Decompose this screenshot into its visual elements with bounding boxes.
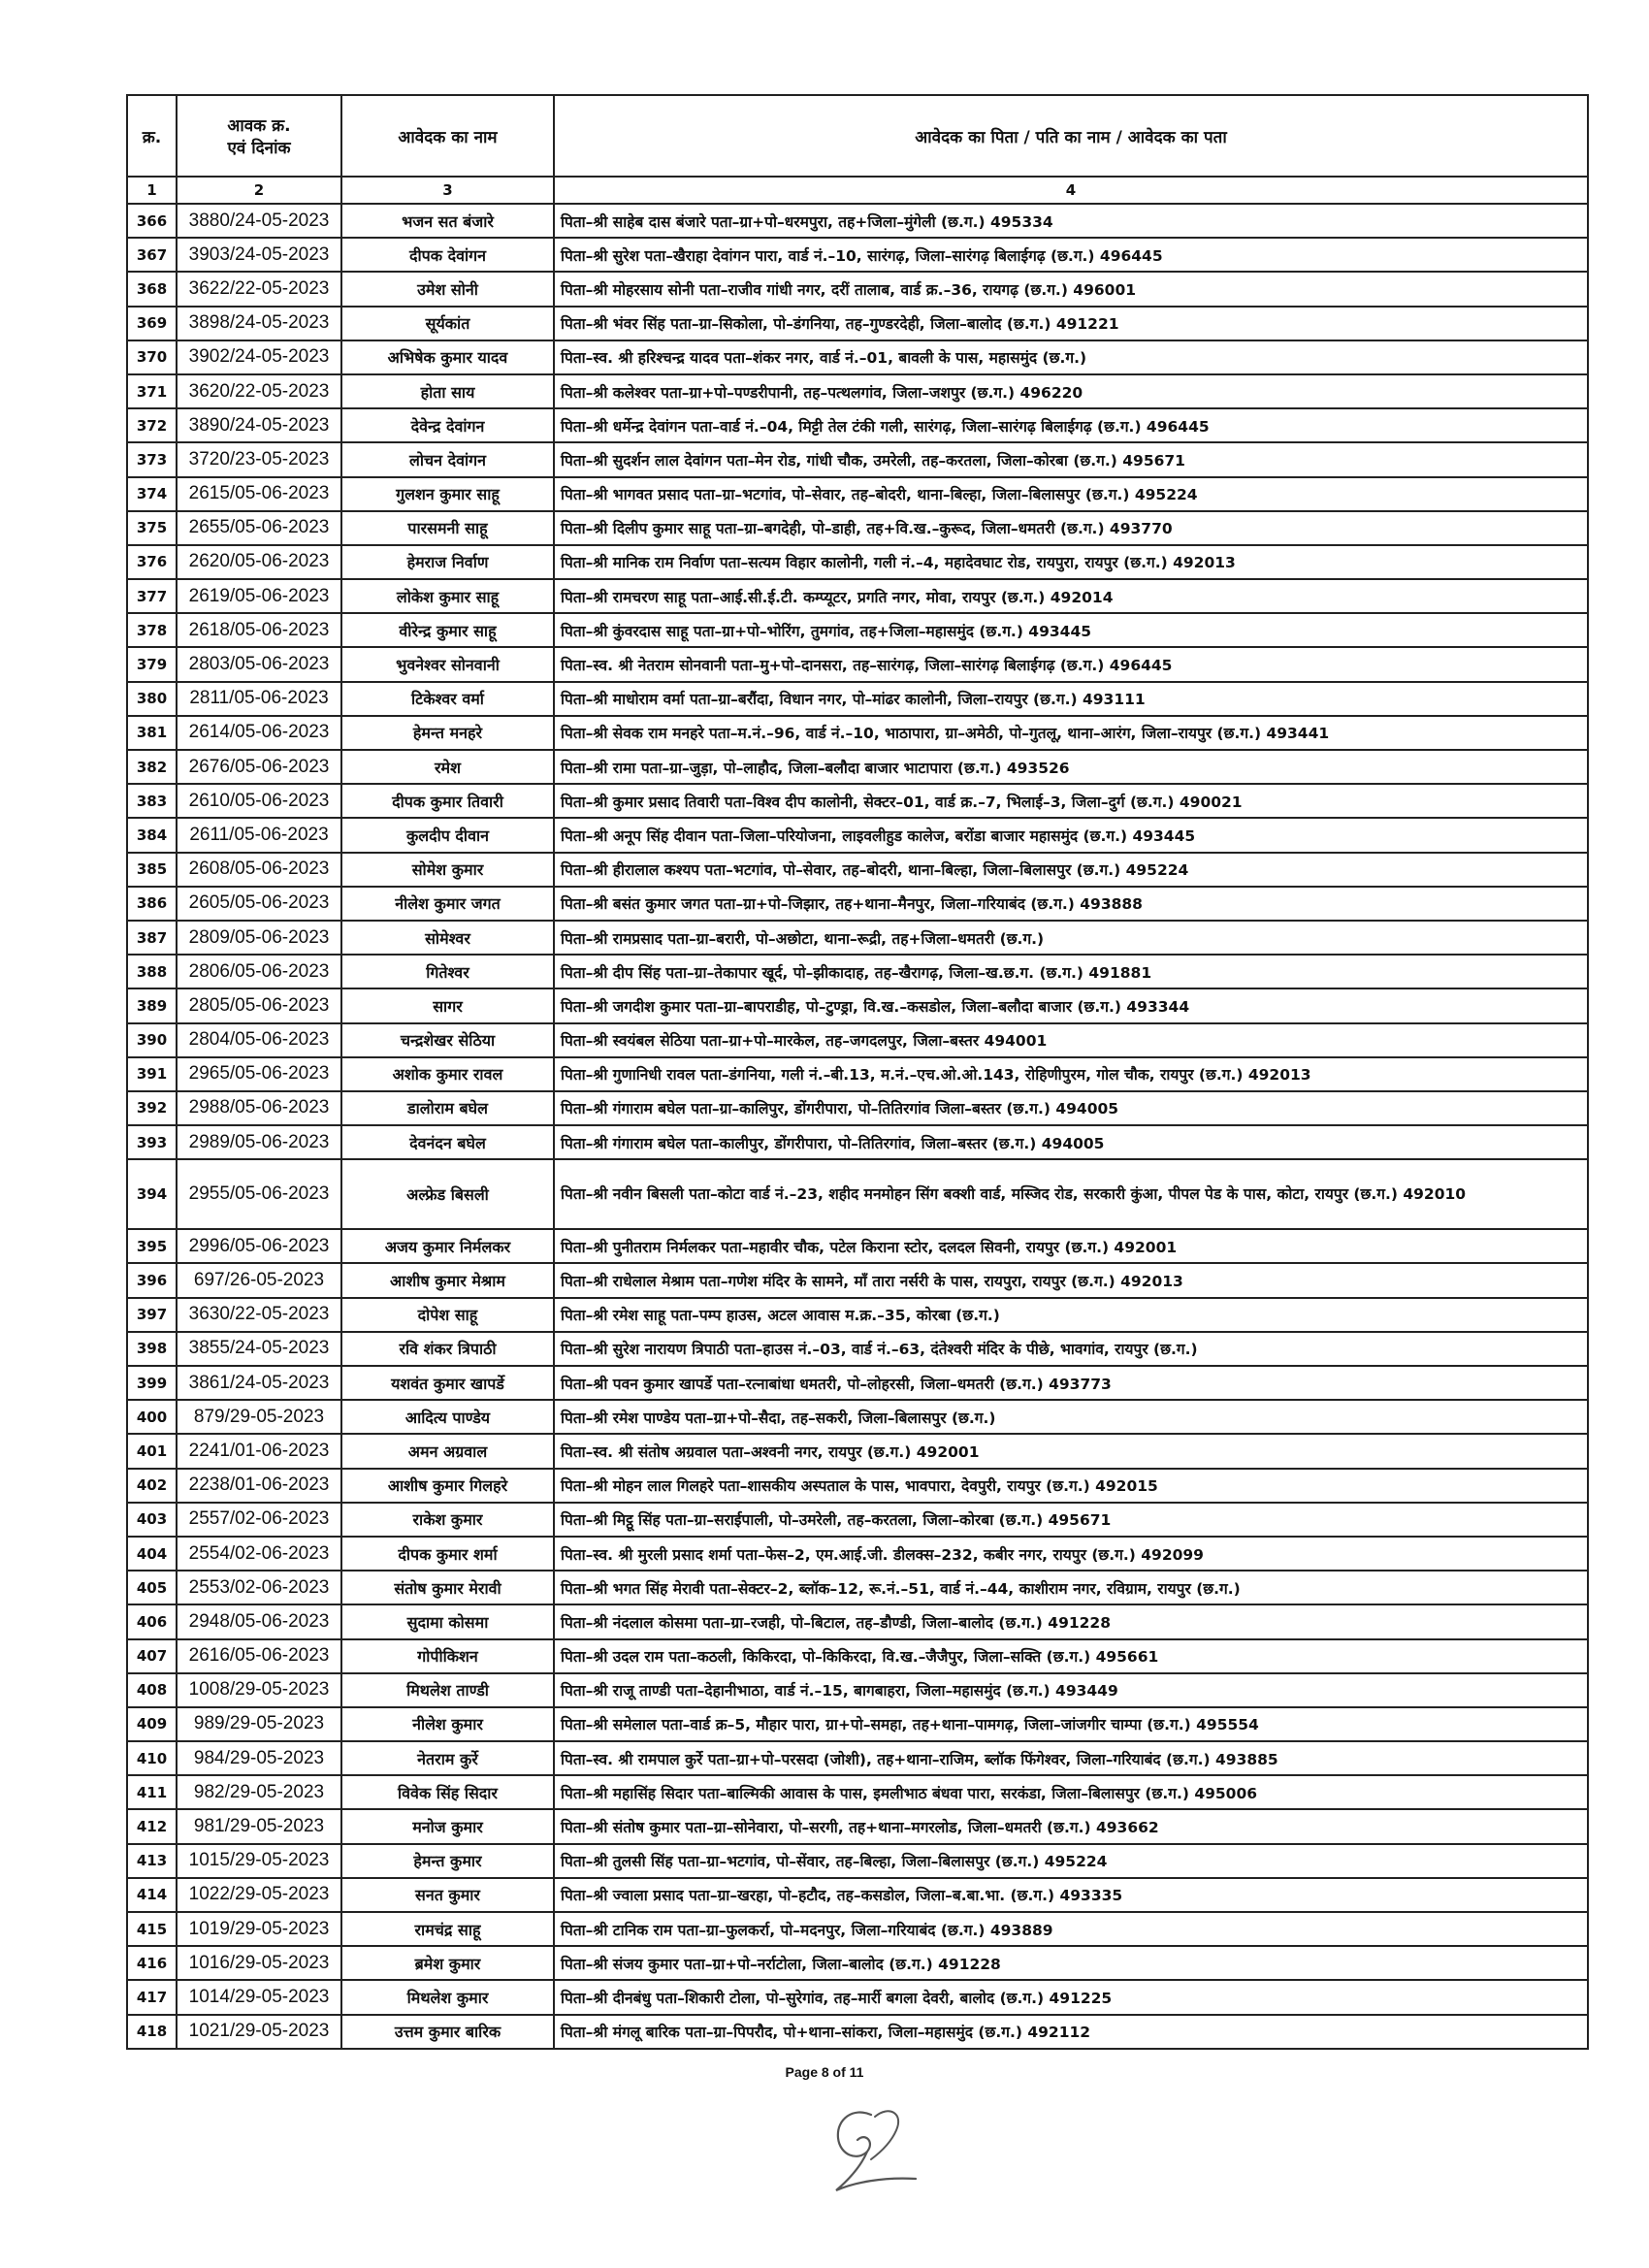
applicant-name-cell: आशीष कुमार गिलहरे <box>341 1469 554 1503</box>
table-row <box>127 1229 1588 1263</box>
address-cell: पिता–श्री अनूप सिंह दीवान पता–जिला–परियोजना, लाइवलीहुड कालेज, बरोंडा बाजार महासमुंद (छ.ग.) 493445 <box>554 818 1588 852</box>
serial-cell: 383 <box>127 784 177 818</box>
table-row <box>127 750 1588 784</box>
applicant-name-cell: नेतराम कुर्रे <box>341 1741 554 1775</box>
serial-cell: 404 <box>127 1537 177 1571</box>
serial-cell: 388 <box>127 955 177 988</box>
application-number-cell: 2965/05-06-2023 <box>177 1057 341 1091</box>
application-number-cell: 1015/29-05-2023 <box>177 1844 341 1878</box>
address-cell: पिता–श्री समेलाल पता–वार्ड क्र–5, मौहार पारा, ग्रा+पो–समहा, तह+थाना–पामगढ़, जिला–जांजगीर चाम्पा (छ.ग.) 495554 <box>554 1707 1588 1741</box>
application-number-cell: 982/29-05-2023 <box>177 1775 341 1809</box>
application-number-cell: 697/26-05-2023 <box>177 1263 341 1297</box>
table-row <box>127 1946 1588 1980</box>
applicant-name-cell: मिथलेश कुमार <box>341 1980 554 2014</box>
application-number-cell: 2554/02-06-2023 <box>177 1537 341 1571</box>
serial-cell: 400 <box>127 1400 177 1434</box>
application-number-cell: 2616/05-06-2023 <box>177 1639 341 1673</box>
address-cell: पिता–श्री उदल राम पता–कठली, किकिरदा, पो–किकिरदा, वि.ख.–जैजैपुर, जिला–सक्ति (छ.ग.) 495661 <box>554 1639 1588 1673</box>
application-number-cell: 2955/05-06-2023 <box>177 1159 341 1229</box>
address-cell: पिता–श्री सेवक राम मनहरे पता–म.नं.–96, वार्ड नं.–10, भाठापारा, ग्रा–अमेठी, पो–गुतलू, थाना–आरंग, जिला–रायपुर (छ.ग.) 493441 <box>554 716 1588 750</box>
applicant-name-cell: नीलेश कुमार <box>341 1707 554 1741</box>
applicant-name-cell: सनत कुमार <box>341 1878 554 1912</box>
table-row <box>127 682 1588 716</box>
table-row <box>127 1332 1588 1366</box>
address-cell: पिता–श्री माधोराम वर्मा पता–ग्रा–बरौंदा, विधान नगर, पो–मांढर कालोनी, जिला–रायपुर (छ.ग.) 493111 <box>554 682 1588 716</box>
serial-cell: 399 <box>127 1366 177 1400</box>
address-cell: पिता–श्री हीरालाल कश्यप पता–भटगांव, पो–सेवार, तह–बोदरी, थाना–बिल्हा, जिला–बिलासपुर (छ.ग.) 495224 <box>554 853 1588 887</box>
application-number-cell: 2238/01-06-2023 <box>177 1469 341 1503</box>
address-cell: पिता–श्री गंगाराम बघेल पता–ग्रा–कालिपुर, डोंगरीपारा, पो–तितिरगांव जिला–बस्तर (छ.ग.) 494005 <box>554 1091 1588 1125</box>
address-cell: पिता–श्री मंगलू बारिक पता–ग्रा–पिपरौद, पो+थाना–सांकरा, जिला–महासमुंद (छ.ग.) 492112 <box>554 2015 1588 2049</box>
applicant-name-cell: चन्द्रशेखर सेठिया <box>341 1023 554 1057</box>
address-cell: पिता–श्री रामा पता–ग्रा–जुड़ा, पो–लाहौद, जिला–बलौदा बाजार भाटापारा (छ.ग.) 493526 <box>554 750 1588 784</box>
address-cell: पिता–स्व. श्री नेतराम सोनवानी पता–मु+पो–दानसरा, तह–सारंगढ़, जिला–सारंगढ़ बिलाईगढ़ (छ.ग.) 496445 <box>554 647 1588 681</box>
applicant-name-cell: रामचंद्र साहू <box>341 1912 554 1946</box>
address-cell: पिता–श्री सुदर्शन लाल देवांगन पता–मेन रोड, गांधी चौक, उमरेली, तह–करतला, जिला–कोरबा (छ.ग.) 495671 <box>554 442 1588 476</box>
serial-cell: 368 <box>127 272 177 306</box>
table-row <box>127 2015 1588 2049</box>
serial-cell: 384 <box>127 818 177 852</box>
application-number-cell: 3630/22-05-2023 <box>177 1298 341 1332</box>
applicant-name-cell: दीपक देवांगन <box>341 238 554 272</box>
application-number-cell: 3622/22-05-2023 <box>177 272 341 306</box>
application-number-cell: 2611/05-06-2023 <box>177 818 341 852</box>
table-row <box>127 1673 1588 1707</box>
table-row <box>127 1057 1588 1091</box>
serial-cell: 372 <box>127 408 177 442</box>
address-cell: पिता–श्री बसंत कुमार जगत पता–ग्रा+पो–जिझार, तह+थाना–मैनपुर, जिला–गरियाबंद (छ.ग.) 493888 <box>554 887 1588 921</box>
address-cell: पिता–श्री कुमार प्रसाद तिवारी पता–विश्व दीप कालोनी, सेक्टर–01, वार्ड क्र.–7, भिलाई–3, जिला–दुर्ग (छ.ग.) 490021 <box>554 784 1588 818</box>
address-cell: पिता–स्व. श्री संतोष अग्रवाल पता–अश्वनी नगर, रायपुर (छ.ग.) 492001 <box>554 1434 1588 1468</box>
table-row <box>127 1775 1588 1809</box>
applicant-name-cell: अशोक कुमार रावल <box>341 1057 554 1091</box>
application-number-cell: 981/29-05-2023 <box>177 1809 341 1843</box>
serial-cell: 401 <box>127 1434 177 1468</box>
serial-cell: 390 <box>127 1023 177 1057</box>
table-row <box>127 545 1588 579</box>
serial-cell: 396 <box>127 1263 177 1297</box>
table-row <box>127 1639 1588 1673</box>
applicant-name-cell: उमेश सोनी <box>341 272 554 306</box>
address-cell: पिता–श्री मोहरसाय सोनी पता–राजीव गांधी नगर, दरीं तालाब, वार्ड क्र.–36, रायगढ़ (छ.ग.) 496001 <box>554 272 1588 306</box>
application-number-cell: 3903/24-05-2023 <box>177 238 341 272</box>
applicant-name-cell: दीपक कुमार तिवारी <box>341 784 554 818</box>
table-row <box>127 647 1588 681</box>
address-cell: पिता–श्री पुनीतराम निर्मलकर पता–महावीर चौक, पटेल किराना स्टोर, दलदल सिवनी, रायपुर (छ.ग.) 492001 <box>554 1229 1588 1263</box>
applicant-name-cell: यशवंत कुमार खापर्डे <box>341 1366 554 1400</box>
applicant-name-cell: गोपीकिशन <box>341 1639 554 1673</box>
application-number-cell: 3720/23-05-2023 <box>177 442 341 476</box>
table-row <box>127 853 1588 887</box>
table-row <box>127 1469 1588 1503</box>
serial-cell: 408 <box>127 1673 177 1707</box>
applicant-name-cell: रवि शंकर त्रिपाठी <box>341 1332 554 1366</box>
applicant-name-cell: नीलेश कुमार जगत <box>341 887 554 921</box>
address-cell: पिता–श्री रामप्रसाद पता–ग्रा–बरारी, पो–अछोटा, थाना–रूद्री, तह+जिला–धमतरी (छ.ग.) <box>554 921 1588 955</box>
serial-cell: 410 <box>127 1741 177 1775</box>
table-row <box>127 818 1588 852</box>
serial-cell: 366 <box>127 204 177 238</box>
address-cell: पिता–श्री सुरेश नारायण त्रिपाठी पता–हाउस नं.–03, वार्ड नं.–63, दंतेश्वरी मंदिर के पीछे, भावगांव, रायपुर (छ.ग.) <box>554 1332 1588 1366</box>
applicant-name-cell: डालोराम बघेल <box>341 1091 554 1125</box>
table-row <box>127 408 1588 442</box>
address-cell: पिता–श्री राधेलाल मेश्राम पता–गणेश मंदिर के सामने, माँ तारा नर्सरी के पास, रायपुरा, रायपुर (छ.ग.) 492013 <box>554 1263 1588 1297</box>
application-number-cell: 2989/05-06-2023 <box>177 1125 341 1159</box>
application-number-cell: 2615/05-06-2023 <box>177 477 341 511</box>
table-row <box>127 1571 1588 1604</box>
address-cell: पिता–श्री गंगाराम बघेल पता–कालीपुर, डोंगरीपारा, पो–तितिरगांव, जिला–बस्तर (छ.ग.) 494005 <box>554 1125 1588 1159</box>
address-cell: पिता–श्री संतोष कुमार पता–ग्रा–सोनेवारा, पो–सरगी, तह+थाना–मगरलोड, जिला–धमतरी (छ.ग.) 493662 <box>554 1809 1588 1843</box>
address-cell: पिता–श्री पवन कुमार खापर्डे पता–रत्नाबांधा धमतरी, पो–लोहरसी, जिला–धमतरी (छ.ग.) 493773 <box>554 1366 1588 1400</box>
serial-cell: 381 <box>127 716 177 750</box>
applicant-name-cell: लोचन देवांगन <box>341 442 554 476</box>
applicant-table <box>126 94 1589 2050</box>
application-number-cell: 984/29-05-2023 <box>177 1741 341 1775</box>
table-row <box>127 1366 1588 1400</box>
application-number-cell: 3902/24-05-2023 <box>177 340 341 374</box>
serial-cell: 387 <box>127 921 177 955</box>
application-number-cell: 2988/05-06-2023 <box>177 1091 341 1125</box>
applicant-name-cell: विवेक सिंह सिदार <box>341 1775 554 1809</box>
application-number-cell: 2676/05-06-2023 <box>177 750 341 784</box>
applicant-name-cell: आशीष कुमार मेश्राम <box>341 1263 554 1297</box>
applicant-name-cell: अभिषेक कुमार यादव <box>341 340 554 374</box>
header-row <box>127 95 1588 177</box>
address-cell: पिता–श्री भगत सिंह मेरावी पता–सेक्टर–2, ब्लॉक–12, रू.नं.–51, वार्ड नं.–44, काशीराम नगर, रविग्राम, रायपुर (छ.ग.) <box>554 1571 1588 1604</box>
application-number-cell: 3861/24-05-2023 <box>177 1366 341 1400</box>
table-row <box>127 1980 1588 2014</box>
table-row <box>127 1844 1588 1878</box>
table-body <box>127 204 1588 2049</box>
applicant-name-cell: अल्फ्रेड बिसली <box>341 1159 554 1229</box>
applicant-name-cell: कुलदीप दीवान <box>341 818 554 852</box>
serial-cell: 402 <box>127 1469 177 1503</box>
serial-cell: 418 <box>127 2015 177 2049</box>
applicant-name-cell: पारसमनी साहू <box>341 511 554 545</box>
address-cell: पिता–श्री धर्मेन्द्र देवांगन पता–वार्ड नं.–04, मिट्टी तेल टंकी गली, सारंगढ़, जिला–सारंगढ़ बिलाईगढ़ (छ.ग.) 496445 <box>554 408 1588 442</box>
application-number-cell: 2614/05-06-2023 <box>177 716 341 750</box>
application-number-cell: 2619/05-06-2023 <box>177 579 341 613</box>
applicant-name-cell: संतोष कुमार मेरावी <box>341 1571 554 1604</box>
application-number-cell: 2996/05-06-2023 <box>177 1229 341 1263</box>
header-application-number-line2: एवं दिनांक <box>227 139 291 158</box>
address-cell: पिता–श्री तुलसी सिंह पता–ग्रा–भटगांव, पो–सेंवार, तह–बिल्हा, जिला–बिलासपुर (छ.ग.) 495224 <box>554 1844 1588 1878</box>
applicant-name-cell: राकेश कुमार <box>341 1503 554 1537</box>
table-row <box>127 1503 1588 1537</box>
address-cell: पिता–श्री भागवत प्रसाद पता–ग्रा–भटगांव, पो–सेवार, तह–बोदरी, थाना–बिल्हा, जिला–बिलासपुर (छ.ग.) 495224 <box>554 477 1588 511</box>
serial-cell: 391 <box>127 1057 177 1091</box>
table-row <box>127 1263 1588 1297</box>
applicant-name-cell: आदित्य पाण्डेय <box>341 1400 554 1434</box>
address-cell: पिता–श्री मानिक राम निर्वाण पता–सत्यम विहार कालोनी, गली नं.–4, महादेवघाट रोड, रायपुरा, रायपुर (छ.ग.) 492013 <box>554 545 1588 579</box>
table-row <box>127 511 1588 545</box>
applicant-name-cell: हेमराज निर्वाण <box>341 545 554 579</box>
address-cell: पिता–श्री संजय कुमार पता–ग्रा+पो–नर्राटोला, जिला–बालोद (छ.ग.) 491228 <box>554 1946 1588 1980</box>
application-number-cell: 2241/01-06-2023 <box>177 1434 341 1468</box>
address-cell: पिता–श्री कुंवरदास साहू पता–ग्रा+पो–भोरिंग, तुमगांव, तह+जिला–महासमुंद (छ.ग.) 493445 <box>554 613 1588 647</box>
application-number-cell: 2804/05-06-2023 <box>177 1023 341 1057</box>
address-cell: पिता–श्री रमेश साहू पता–पम्प हाउस, अटल आवास म.क्र.–35, कोरबा (छ.ग.) <box>554 1298 1588 1332</box>
serial-cell: 397 <box>127 1298 177 1332</box>
applicant-name-cell: टिकेश्वर वर्मा <box>341 682 554 716</box>
serial-cell: 414 <box>127 1878 177 1912</box>
address-cell: पिता–श्री टानिक राम पता–ग्रा–फुलकर्रा, पो–मदनपुर, जिला–गरियाबंद (छ.ग.) 493889 <box>554 1912 1588 1946</box>
address-cell: पिता–श्री राजू ताण्डी पता–देहानीभाठा, वार्ड नं.–15, बागबाहरा, जिला–महासमुंद (छ.ग.) 493449 <box>554 1673 1588 1707</box>
table-row <box>127 238 1588 272</box>
serial-cell: 393 <box>127 1125 177 1159</box>
serial-cell: 412 <box>127 1809 177 1843</box>
applicant-name-cell: अजय कुमार निर्मलकर <box>341 1229 554 1263</box>
application-number-cell: 3620/22-05-2023 <box>177 374 341 408</box>
address-cell: पिता–श्री मिट्ठू सिंह पता–ग्रा–सराईपाली, पो–उमरेली, तह–करतला, जिला–कोरबा (छ.ग.) 495671 <box>554 1503 1588 1537</box>
header-applicant-name: आवेदक का नाम <box>341 95 554 177</box>
address-cell: पिता–श्री गुणानिधी रावल पता–डंगनिया, गली नं.–बी.13, म.नं.–एच.ओ.ओ.143, रोहिणीपुरम, गोल चौक, रायपुर (छ.ग.) 492013 <box>554 1057 1588 1091</box>
serial-cell: 405 <box>127 1571 177 1604</box>
applicant-name-cell: सूर्यकांत <box>341 307 554 340</box>
application-number-cell: 1019/29-05-2023 <box>177 1912 341 1946</box>
applicant-name-cell: भजन सत बंजारे <box>341 204 554 238</box>
application-number-cell: 2948/05-06-2023 <box>177 1604 341 1638</box>
serial-cell: 376 <box>127 545 177 579</box>
serial-cell: 406 <box>127 1604 177 1638</box>
address-cell: पिता–श्री स्वयंबल सेठिया पता–ग्रा+पो–मारकेल, तह–जगदलपुर, जिला–बस्तर 494001 <box>554 1023 1588 1057</box>
applicant-name-cell: वीरेन्द्र कुमार साहू <box>341 613 554 647</box>
table-row <box>127 1878 1588 1912</box>
applicant-name-cell: सोमेश्वर <box>341 921 554 955</box>
serial-cell: 411 <box>127 1775 177 1809</box>
signature-mark <box>815 2097 931 2204</box>
serial-cell: 407 <box>127 1639 177 1673</box>
applicant-name-cell: उत्तम कुमार बारिक <box>341 2015 554 2049</box>
serial-cell: 403 <box>127 1503 177 1537</box>
table-row <box>127 307 1588 340</box>
applicant-name-cell: अमन अग्रवाल <box>341 1434 554 1468</box>
table-row <box>127 955 1588 988</box>
table-row <box>127 716 1588 750</box>
serial-cell: 415 <box>127 1912 177 1946</box>
address-cell: पिता–श्री जगदीश कुमार पता–ग्रा–बापराडीह, पो–टुण्ड्रा, वि.ख.–कसडोल, जिला–बलौदा बाजार (छ.ग.) 493344 <box>554 988 1588 1022</box>
application-number-cell: 2557/02-06-2023 <box>177 1503 341 1537</box>
table-row <box>127 1809 1588 1843</box>
serial-cell: 385 <box>127 853 177 887</box>
serial-cell: 374 <box>127 477 177 511</box>
table-row <box>127 272 1588 306</box>
table-row <box>127 1604 1588 1638</box>
serial-cell: 378 <box>127 613 177 647</box>
applicant-name-cell: सुदामा कोसमा <box>341 1604 554 1638</box>
column-number: 1 <box>127 177 177 204</box>
address-cell: पिता–श्री दीनबंधु पता–शिकारी टोला, पो–सुरेगांव, तह–मार्री बगला देवरी, बालोद (छ.ग.) 491225 <box>554 1980 1588 2014</box>
table-row <box>127 374 1588 408</box>
serial-cell: 373 <box>127 442 177 476</box>
header-serial: क्र. <box>127 95 177 177</box>
application-number-cell: 2809/05-06-2023 <box>177 921 341 955</box>
table-row <box>127 1707 1588 1741</box>
applicant-name-cell: गितेश्वर <box>341 955 554 988</box>
table-row <box>127 921 1588 955</box>
table-row <box>127 1400 1588 1434</box>
address-cell: पिता–स्व. श्री हरिश्चन्द्र यादव पता–शंकर नगर, वार्ड नं.–01, बावली के पास, महासमुंद (छ.ग.) <box>554 340 1588 374</box>
address-cell: पिता–श्री दिलीप कुमार साहू पता–ग्रा–बगदेही, पो–डाही, तह+वि.ख.–कुरूद, जिला–धमतरी (छ.ग.) 493770 <box>554 511 1588 545</box>
applicant-name-cell: गुलशन कुमार साहू <box>341 477 554 511</box>
table-row <box>127 1125 1588 1159</box>
serial-cell: 416 <box>127 1946 177 1980</box>
application-number-cell: 2605/05-06-2023 <box>177 887 341 921</box>
address-cell: पिता–श्री ज्वाला प्रसाद पता–ग्रा–खरहा, पो–हटौद, तह–कसडोल, जिला–ब.बा.भा. (छ.ग.) 493335 <box>554 1878 1588 1912</box>
application-number-cell: 2811/05-06-2023 <box>177 682 341 716</box>
serial-cell: 380 <box>127 682 177 716</box>
address-cell: पिता–स्व. श्री रामपाल कुर्रे पता–ग्रा+पो–परसदा (जोशी), तह+थाना–राजिम, ब्लॉक फिंगेश्वर, जिला–गरियाबंद (छ.ग.) 493885 <box>554 1741 1588 1775</box>
serial-cell: 413 <box>127 1844 177 1878</box>
table-row <box>127 340 1588 374</box>
application-number-cell: 2655/05-06-2023 <box>177 511 341 545</box>
address-cell: पिता–श्री मोहन लाल गिलहरे पता–शासकीय अस्पताल के पास, भावपारा, देवपुरी, रायपुर (छ.ग.) 492015 <box>554 1469 1588 1503</box>
address-cell: पिता–श्री कलेश्वर पता–ग्रा+पो–पण्डरीपानी, तह–पत्थलगांव, जिला–जशपुर (छ.ग.) 496220 <box>554 374 1588 408</box>
column-number: 3 <box>341 177 554 204</box>
application-number-cell: 2803/05-06-2023 <box>177 647 341 681</box>
header-address: आवेदक का पिता / पति का नाम / आवेदक का पता <box>554 95 1588 177</box>
table-row <box>127 1091 1588 1125</box>
address-cell: पिता–श्री रामचरण साहू पता–आई.सी.ई.टी. कम्प्यूटर, प्रगति नगर, मोवा, रायपुर (छ.ग.) 492014 <box>554 579 1588 613</box>
application-number-cell: 1016/29-05-2023 <box>177 1946 341 1980</box>
applicant-name-cell: मनोज कुमार <box>341 1809 554 1843</box>
table-row <box>127 204 1588 238</box>
applicant-name-cell: हेमन्त कुमार <box>341 1844 554 1878</box>
address-cell: पिता–श्री साहेब दास बंजारे पता–ग्रा+पो–धरमपुरा, तह+जिला–मुंगेली (छ.ग.) 495334 <box>554 204 1588 238</box>
application-number-cell: 2805/05-06-2023 <box>177 988 341 1022</box>
table-row <box>127 579 1588 613</box>
column-number: 4 <box>554 177 1588 204</box>
applicant-name-cell: रमेश <box>341 750 554 784</box>
table-row <box>127 1159 1588 1229</box>
application-number-cell: 1022/29-05-2023 <box>177 1878 341 1912</box>
applicant-name-cell: देवनंदन बघेल <box>341 1125 554 1159</box>
table-row <box>127 442 1588 476</box>
address-cell: पिता–श्री सुरेश पता–खैराहा देवांगन पारा, वार्ड नं.–10, सारंगढ़, जिला–सारंगढ़ बिलाईगढ़ (छ.ग.) 496445 <box>554 238 1588 272</box>
address-cell: पिता–श्री नंदलाल कोसमा पता–ग्रा–रजही, पो–बिटाल, तह–डौण्डी, जिला–बालोद (छ.ग.) 491228 <box>554 1604 1588 1638</box>
page-number: Page 8 of 11 <box>785 2064 864 2080</box>
column-number-row <box>127 177 1588 204</box>
serial-cell: 398 <box>127 1332 177 1366</box>
address-cell: पिता–स्व. श्री मुरली प्रसाद शर्मा पता–फेस–2, एम.आई.जी. डीलक्स–232, कबीर नगर, रायपुर (छ.ग.) 492099 <box>554 1537 1588 1571</box>
serial-cell: 395 <box>127 1229 177 1263</box>
applicant-name-cell: मिथलेश ताण्डी <box>341 1673 554 1707</box>
applicant-name-cell: दोपेश साहू <box>341 1298 554 1332</box>
header-application-number-line1: आवक क्र. <box>227 116 291 136</box>
application-number-cell: 2620/05-06-2023 <box>177 545 341 579</box>
serial-cell: 394 <box>127 1159 177 1229</box>
serial-cell: 375 <box>127 511 177 545</box>
application-number-cell: 2806/05-06-2023 <box>177 955 341 988</box>
application-number-cell: 1008/29-05-2023 <box>177 1673 341 1707</box>
application-number-cell: 2608/05-06-2023 <box>177 853 341 887</box>
serial-cell: 369 <box>127 307 177 340</box>
table-row <box>127 1298 1588 1332</box>
header-application-number <box>177 95 341 177</box>
serial-cell: 409 <box>127 1707 177 1741</box>
serial-cell: 392 <box>127 1091 177 1125</box>
serial-cell: 382 <box>127 750 177 784</box>
address-cell: पिता–श्री महासिंह सिदार पता–बाल्मिकी आवास के पास, इमलीभाठ बंधवा पारा, सरकंडा, जिला–बिलासपुर (छ.ग.) 495006 <box>554 1775 1588 1809</box>
column-number: 2 <box>177 177 341 204</box>
application-number-cell: 3880/24-05-2023 <box>177 204 341 238</box>
applicant-name-cell: दीपक कुमार शर्मा <box>341 1537 554 1571</box>
applicant-name-cell: सागर <box>341 988 554 1022</box>
table-row <box>127 784 1588 818</box>
table-row <box>127 477 1588 511</box>
applicant-name-cell: देवेन्द्र देवांगन <box>341 408 554 442</box>
serial-cell: 379 <box>127 647 177 681</box>
application-number-cell: 3890/24-05-2023 <box>177 408 341 442</box>
table-row <box>127 1912 1588 1946</box>
serial-cell: 377 <box>127 579 177 613</box>
application-number-cell: 1021/29-05-2023 <box>177 2015 341 2049</box>
application-number-cell: 989/29-05-2023 <box>177 1707 341 1741</box>
applicant-name-cell: हेमन्त मनहरे <box>341 716 554 750</box>
serial-cell: 370 <box>127 340 177 374</box>
application-number-cell: 2618/05-06-2023 <box>177 613 341 647</box>
address-cell: पिता–श्री दीप सिंह पता–ग्रा–तेकापार खूर्द, पो–झीकादाह, तह–खैरागढ़, जिला–ख.छ.ग. (छ.ग.) 491881 <box>554 955 1588 988</box>
application-number-cell: 3898/24-05-2023 <box>177 307 341 340</box>
table-row <box>127 1537 1588 1571</box>
table-row <box>127 887 1588 921</box>
serial-cell: 386 <box>127 887 177 921</box>
serial-cell: 371 <box>127 374 177 408</box>
application-number-cell: 3855/24-05-2023 <box>177 1332 341 1366</box>
application-number-cell: 2553/02-06-2023 <box>177 1571 341 1604</box>
applicant-name-cell: लोकेश कुमार साहू <box>341 579 554 613</box>
applicant-name-cell: भुवनेश्वर सोनवानी <box>341 647 554 681</box>
applicant-name-cell: होता साय <box>341 374 554 408</box>
address-cell: पिता–श्री भंवर सिंह पता–ग्रा–सिकोला, पो–डंगनिया, तह–गुण्डरदेही, जिला–बालोद (छ.ग.) 491221 <box>554 307 1588 340</box>
table-row <box>127 1434 1588 1468</box>
application-number-cell: 1014/29-05-2023 <box>177 1980 341 2014</box>
applicant-name-cell: सोमेश कुमार <box>341 853 554 887</box>
table-row <box>127 1023 1588 1057</box>
application-number-cell: 879/29-05-2023 <box>177 1400 341 1434</box>
address-cell: पिता–श्री रमेश पाण्डेय पता–ग्रा+पो–सैदा, तह–सकरी, जिला–बिलासपुर (छ.ग.) <box>554 1400 1588 1434</box>
serial-cell: 367 <box>127 238 177 272</box>
address-cell: पिता–श्री नवीन बिसली पता–कोटा वार्ड नं.–23, शहीद मनमोहन सिंग बक्शी वार्ड, मस्जिद रोड, सरकारी कुंआ, पीपल पेड के पास, कोटा, रायपुर (छ.ग.) 492010 <box>554 1159 1588 1229</box>
table-row <box>127 613 1588 647</box>
applicant-name-cell: ब्रमेश कुमार <box>341 1946 554 1980</box>
table-row <box>127 1741 1588 1775</box>
table-row <box>127 988 1588 1022</box>
serial-cell: 389 <box>127 988 177 1022</box>
application-number-cell: 2610/05-06-2023 <box>177 784 341 818</box>
serial-cell: 417 <box>127 1980 177 2014</box>
